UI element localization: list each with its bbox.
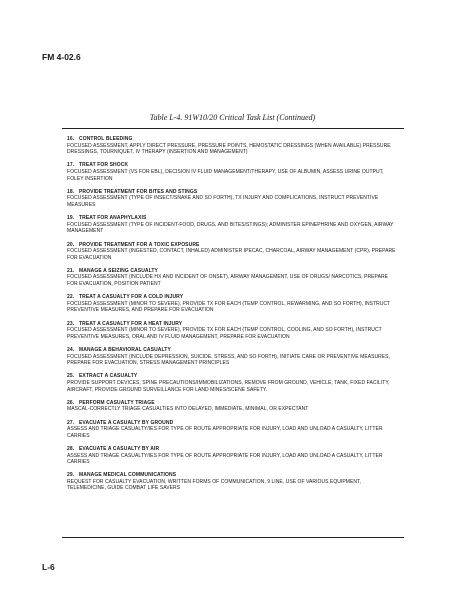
task-description: PROVIDE SUPPORT DEVICES, SPINE PRECAUTIONS/IMMOBILIZATIONS, REMOVE FROM GROUND, VEHICLE, TANK, FIXED FACILITY, AIRCRAFT, PROVIDE GROUND SURVEILLANCE FOR LAND MINES/SCENE SAFETY. <box>67 379 390 393</box>
task-description: FOCUSED ASSESSMENT (MINOR TO SEVERE), PROVIDE TX FOR EACH (TEMP CONTROL, COOLING, AND SO FORTH), INSTRUCT PREVENTIVE MEASURES, ORAL AND IV FLUID MANAGEMENT, PREPARE FOR EVACUATION <box>67 327 382 340</box>
task-description: ASSESS AND TRIAGE CASUALTY/IES FOR TYPE OF ROUTE APPROPRIATE FOR INJURY, LOAD AND UNLOAD A CASUALTY, LITTER CARRIES <box>67 426 383 439</box>
task-title-text: PROVIDE TREATMENT FOR BITES AND STINGS <box>79 188 198 195</box>
task-item <box>67 321 399 341</box>
task-title <box>67 162 399 169</box>
task-title-text: CONTROL BLEEDING <box>79 136 133 142</box>
task-item <box>67 268 399 288</box>
task-title-text: MANAGE MEDICAL COMMUNICATIONS <box>79 472 177 479</box>
task-title <box>67 400 399 407</box>
task-description: FOCUSED ASSESSMENT (INCLUDE DEPRESSION, SUICIDE, STRESS, AND SO FORTH), INITIATE CARE OR PREVENTIVE MEASURES, PREPARE FOR EVACUATION, STRESS MANAGEMENT PRINCIPLES <box>67 353 391 367</box>
task-number: 27. <box>67 419 75 426</box>
task-description: FOCUSED ASSESSMENT (INCLUDE HX AND INCIDENT OF ONSET), AIRWAY MANAGEMENT, USE OF DRUGS/ NARCOTICS, PREPARE FOR EVACUATION, POSITION PATIENT <box>67 274 388 288</box>
task-description: FOCUSED ASSESSMENT (MINOR TO SEVERE), PROVIDE TX FOR EACH (TEMP CONTROL, REWARMING, AND SO FORTH), INSTRUCT PREVENTIVE MEASURES, AND PREPARE FOR EVACUATION <box>67 300 391 314</box>
task-number: 26. <box>67 399 75 406</box>
task-description: FOCUSED ASSESSMENT (TYPE OF INCIDENT-FOOD, DRUGS, AND BITES/STINGS); ADMINISTER EPINEPHRINE AND OXYGEN, AIRWAY MANAGEMENT <box>67 221 394 235</box>
task-number: 19. <box>67 215 75 222</box>
task-item <box>67 242 399 262</box>
task-title <box>67 420 399 427</box>
task-title-text: TREAT A CASUALTY FOR A HEAT INJURY <box>79 320 183 327</box>
task-item <box>67 136 399 156</box>
task-title-text: EXTRACT A CASUALTY <box>79 373 138 380</box>
critical-task-table <box>62 128 404 538</box>
task-number: 25. <box>67 373 75 380</box>
task-description: REQUEST FOR CASUALTY EVACUATION, WRITTEN FORMS OF COMMUNICATION, 9 LINE, USE OF VARIOUS EQUIPMENT, TELEMEDICINE, GUIDE COMBAT LIFE SAVERS <box>67 478 362 492</box>
task-item <box>67 400 399 413</box>
task-title-text: PERFORM CASUALTY TRIAGE <box>79 399 155 406</box>
task-number: 29. <box>67 472 75 479</box>
task-item <box>67 294 399 314</box>
task-title <box>67 321 399 328</box>
task-title <box>67 472 399 479</box>
task-item <box>67 472 399 492</box>
task-title-text: TREAT FOR ANAPHYLAXIS <box>79 215 147 222</box>
task-title <box>67 347 399 354</box>
task-number: 18. <box>67 188 75 195</box>
task-item <box>67 347 399 367</box>
task-title-text: TREAT A CASUALTY FOR A COLD INJURY <box>79 294 184 301</box>
task-item <box>67 446 399 466</box>
task-title <box>67 294 399 301</box>
task-number: 23. <box>67 320 75 327</box>
task-title-text: EVACUATE A CASUALTY BY GROUND <box>79 419 174 426</box>
task-title <box>67 215 399 222</box>
task-number: 20. <box>67 241 75 248</box>
table-caption: Table L-4. 91W10/20 Critical Task List (Continued) <box>149 113 316 122</box>
task-description: FOCUSED ASSESSMENT (TYPE OF INSECT/SNAKE AND SO FORTH), TX INJURY AND COMPLICATIONS, INSTRUCT PREVENTIVE MEASURES <box>67 195 379 208</box>
task-title <box>67 268 399 275</box>
task-description: FOCUSED ASSESSMENT, APPLY DIRECT PRESSURE, PRESSURE POINTS, HEMOSTATIC DRESSINGS (WHEN AVAILABLE) PRESSURE DRESSINGS, TOURNIQUET, IV THERAPY (INSERTION AND MANAGEMENT) <box>67 142 391 156</box>
task-title-text: TREAT FOR SHOCK <box>79 162 129 169</box>
task-number: 22. <box>67 294 75 301</box>
task-title-text: MANAGE A SEIZING CASUALTY <box>79 267 158 274</box>
task-title <box>67 189 399 196</box>
task-number: 28. <box>67 445 75 452</box>
task-number: 17. <box>67 162 75 169</box>
task-title-text: EVACUATE A CASUALTY BY AIR <box>79 445 160 452</box>
task-item <box>67 373 399 393</box>
task-description: ASSESS AND TRIAGE CASUALTY/IES FOR TYPE OF ROUTE APPROPRIATE FOR INJURY, LOAD AND UNLOAD A CASUALTY, LITTER CARRIES <box>67 452 383 466</box>
task-number: 21. <box>67 267 75 274</box>
task-item <box>67 189 399 209</box>
task-title-text: PROVIDE TREATMENT FOR A TOXIC EXPOSURE <box>79 241 200 248</box>
page-number: L-6 <box>42 562 55 572</box>
task-item <box>67 215 399 235</box>
task-title <box>67 373 399 380</box>
task-item <box>67 162 399 182</box>
task-description: FOCUSED ASSESSMENT (INGESTED, CONTACT, INHALED) ADMINISTER IPECAC, CHARCOAL, AIRWAY MANAGEMENT (CPR), PREPARE FOR EVACUATION <box>67 248 396 261</box>
task-title-text: MANAGE A BEHAVIORAL CASUALTY <box>79 347 171 353</box>
task-title <box>67 446 399 453</box>
task-number: 24. <box>67 347 75 353</box>
task-item <box>67 420 399 440</box>
task-description: MASCAL-CORRECTLY TRIAGE CASUALTIES INTO DELAYED, IMMEDIATE, MINIMAL, OR EXPECTANT <box>67 406 309 413</box>
task-number: 16. <box>67 136 75 142</box>
task-description: FOCUSED ASSESSMENT (VS FOR EBL), DECISION IV FLUID MANAGEMENT/THERAPY, USE OF ALBUMIN, ASSESS URINE OUTPUT, FOLEY INSERTION <box>67 168 384 182</box>
task-title <box>67 136 399 143</box>
task-title <box>67 242 399 249</box>
page-header: FM 4-02.6 <box>42 52 81 62</box>
